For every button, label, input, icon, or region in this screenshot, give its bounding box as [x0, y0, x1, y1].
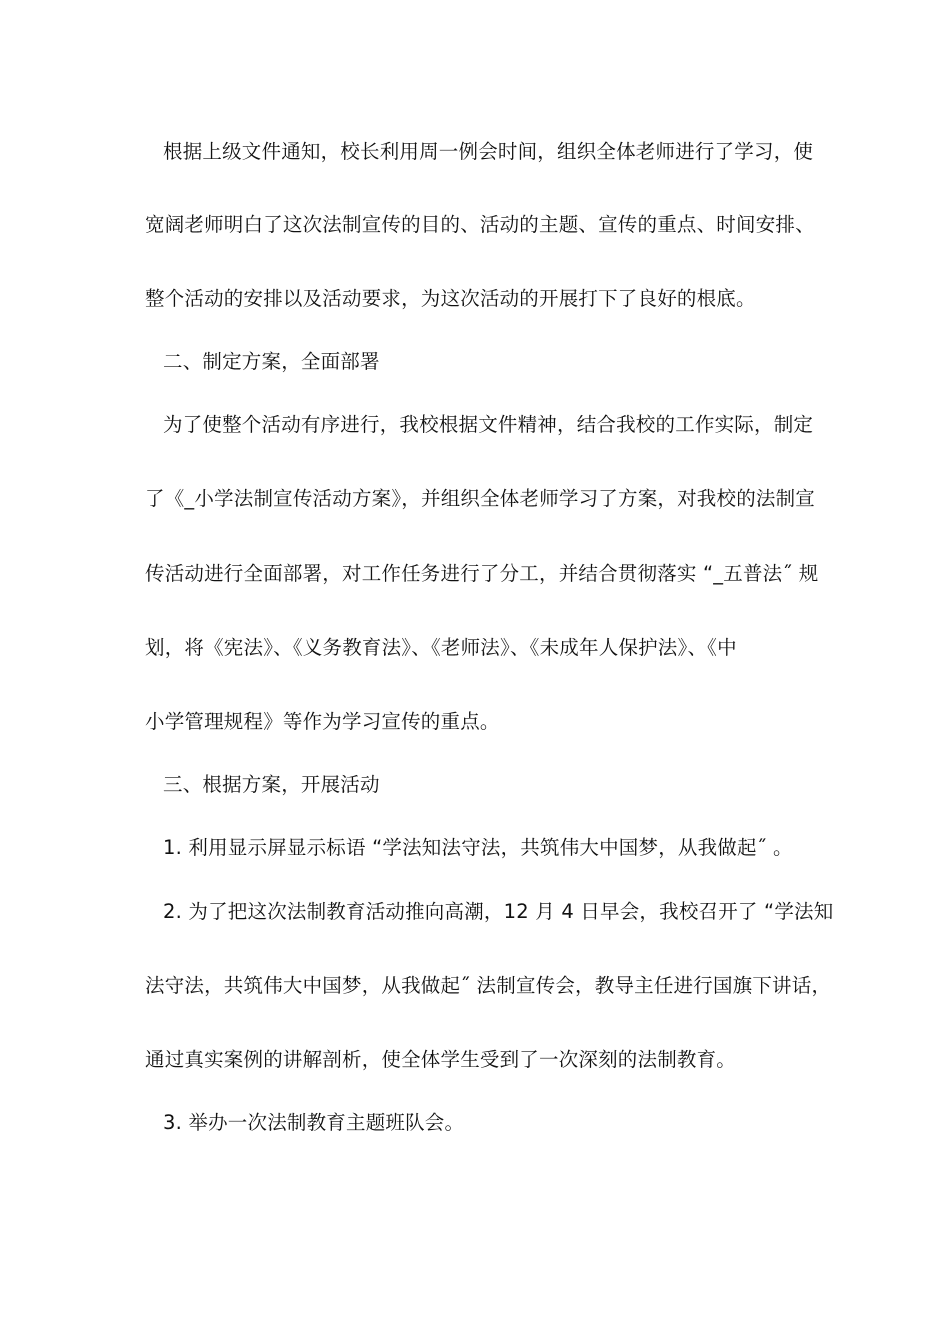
paragraph-line: 整个活动的安排以及活动要求，为这次活动的开展打下了良好的根底。 [145, 287, 756, 310]
list-item: 2. 为了把这次法制教育活动推向高潮，12 月 4 日早会，我校召开了 “学法知 [163, 900, 834, 923]
paragraph-line: 了《_小学法制宣传活动方案》，并组织全体老师学习了方案，对我校的法制宣 [145, 487, 816, 510]
section-heading: 三、根据方案，开展活动 [163, 773, 380, 796]
paragraph-line: 小学管理规程》等作为学习宣传的重点。 [145, 710, 500, 733]
paragraph-line: 为了使整个活动有序进行，我校根据文件精神，结合我校的工作实际，制定 [163, 413, 814, 436]
paragraph-line: 传活动进行全面部署，对工作任务进行了分工，并结合贯彻落实 “_五普法˝ 规 [145, 562, 819, 585]
paragraph-line: 通过真实案例的讲解剖析，使全体学生受到了一次深刻的法制教育。 [145, 1048, 737, 1071]
paragraph-line: 根据上级文件通知，校长利用周一例会时间，组织全体老师进行了学习，使 [163, 140, 814, 163]
paragraph-line: 法守法，共筑伟大中国梦，从我做起˝ 法制宣传会，教导主任进行国旗下讲话， [145, 974, 832, 997]
list-item: 3. 举办一次法制教育主题班队会。 [163, 1111, 465, 1134]
paragraph-line: 划，将《宪法》、《义务教育法》、《老师法》、《未成年人保护法》、《中 [145, 636, 737, 659]
list-item: 1. 利用显示屏显示标语 “学法知法守法，共筑伟大中国梦，从我做起˝ 。 [163, 836, 793, 859]
paragraph-line: 宽阔老师明白了这次法制宣传的目的、活动的主题、宣传的重点、时间安排、 [145, 213, 815, 236]
section-heading: 二、制定方案，全面部署 [163, 350, 380, 373]
